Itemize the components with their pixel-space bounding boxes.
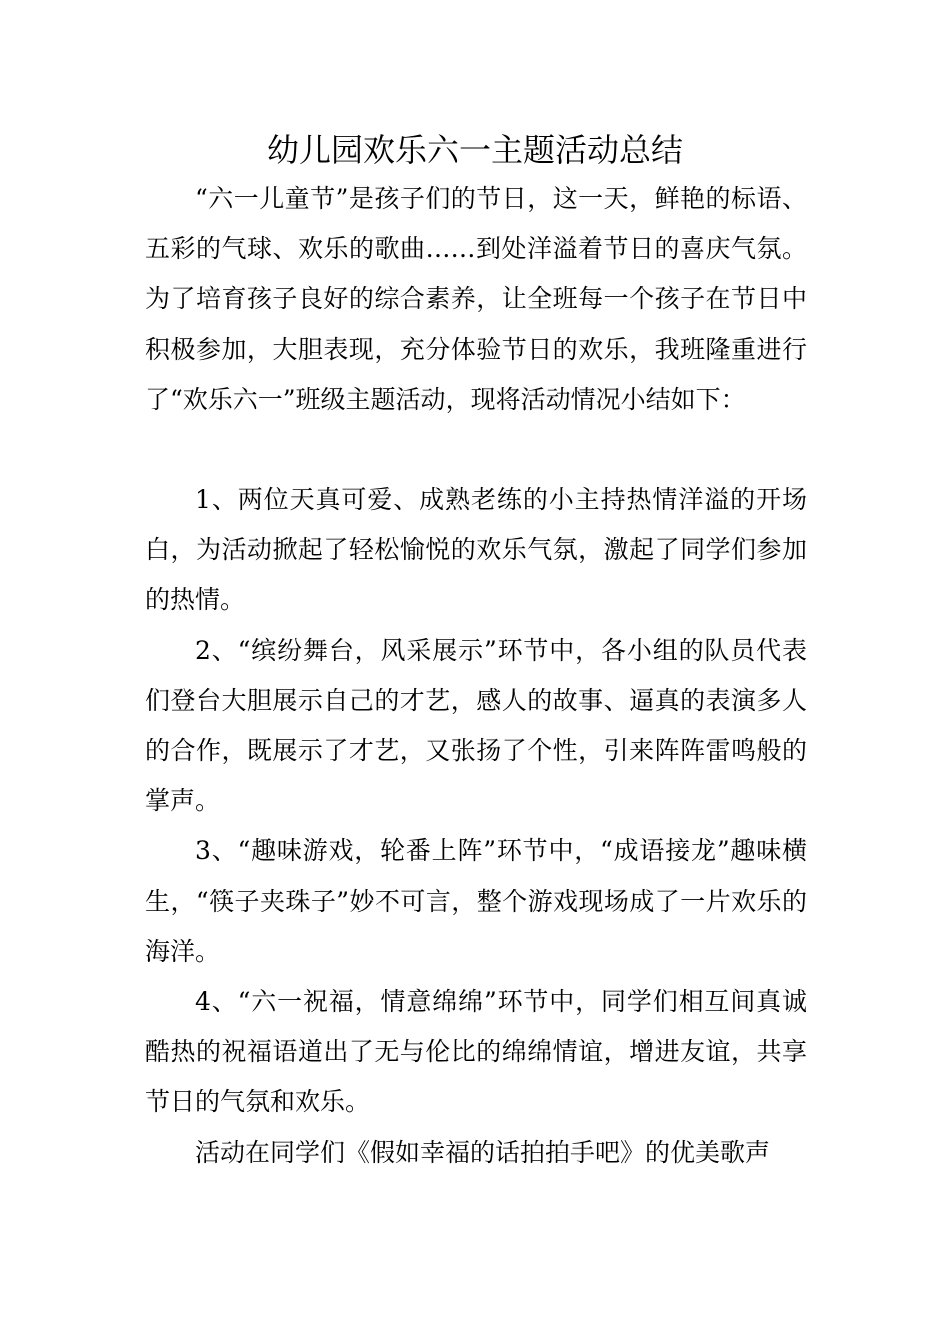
paragraph-item-1: 1、两位天真可爱、成熟老练的小主持热情洋溢的开场白，为活动掀起了轻松愉悦的欢乐气氛，激起了同学们参加的热情。 — [145, 485, 807, 615]
paragraph-closing: 活动在同学们《假如幸福的话拍拍手吧》的优美歌声 — [195, 1137, 771, 1167]
paragraph-item-3: 3、“趣味游戏，轮番上阵”环节中，“成语接龙”趣味横生，“筷子夹珠子”妙不可言，整个游戏现场成了一片欢乐的海洋。 — [145, 836, 807, 966]
paragraph-item-4: 4、“六一祝福，情意绵绵”环节中，同学们相互间真诚酷热的祝福语道出了无与伦比的绵绵情谊，增进友谊，共享节日的气氛和欢乐。 — [145, 987, 807, 1117]
paragraph-gap — [145, 425, 807, 475]
document-title: 幼儿园欢乐六一主题活动总结 — [266, 131, 683, 169]
paragraph-intro: “六一儿童节”是孩子们的节日，这一天，鲜艳的标语、五彩的气球、欢乐的歌曲……到处洋溢着节日的喜庆气氛。为了培育孩子良好的综合素养，让全班每一个孩子在节日中积极参加，大胆表现，充分体验节日的欢乐，我班隆重进行了“欢乐六一”班级主题活动，现将活动情况小结如下： — [145, 184, 807, 414]
document-body — [145, 174, 807, 1178]
paragraph-item-2: 2、“缤纷舞台，风采展示”环节中，各小组的队员代表们登台大胆展示自己的才艺，感人的故事、逼真的表演多人的合作，既展示了才艺，又张扬了个性，引来阵阵雷鸣般的掌声。 — [145, 635, 807, 816]
